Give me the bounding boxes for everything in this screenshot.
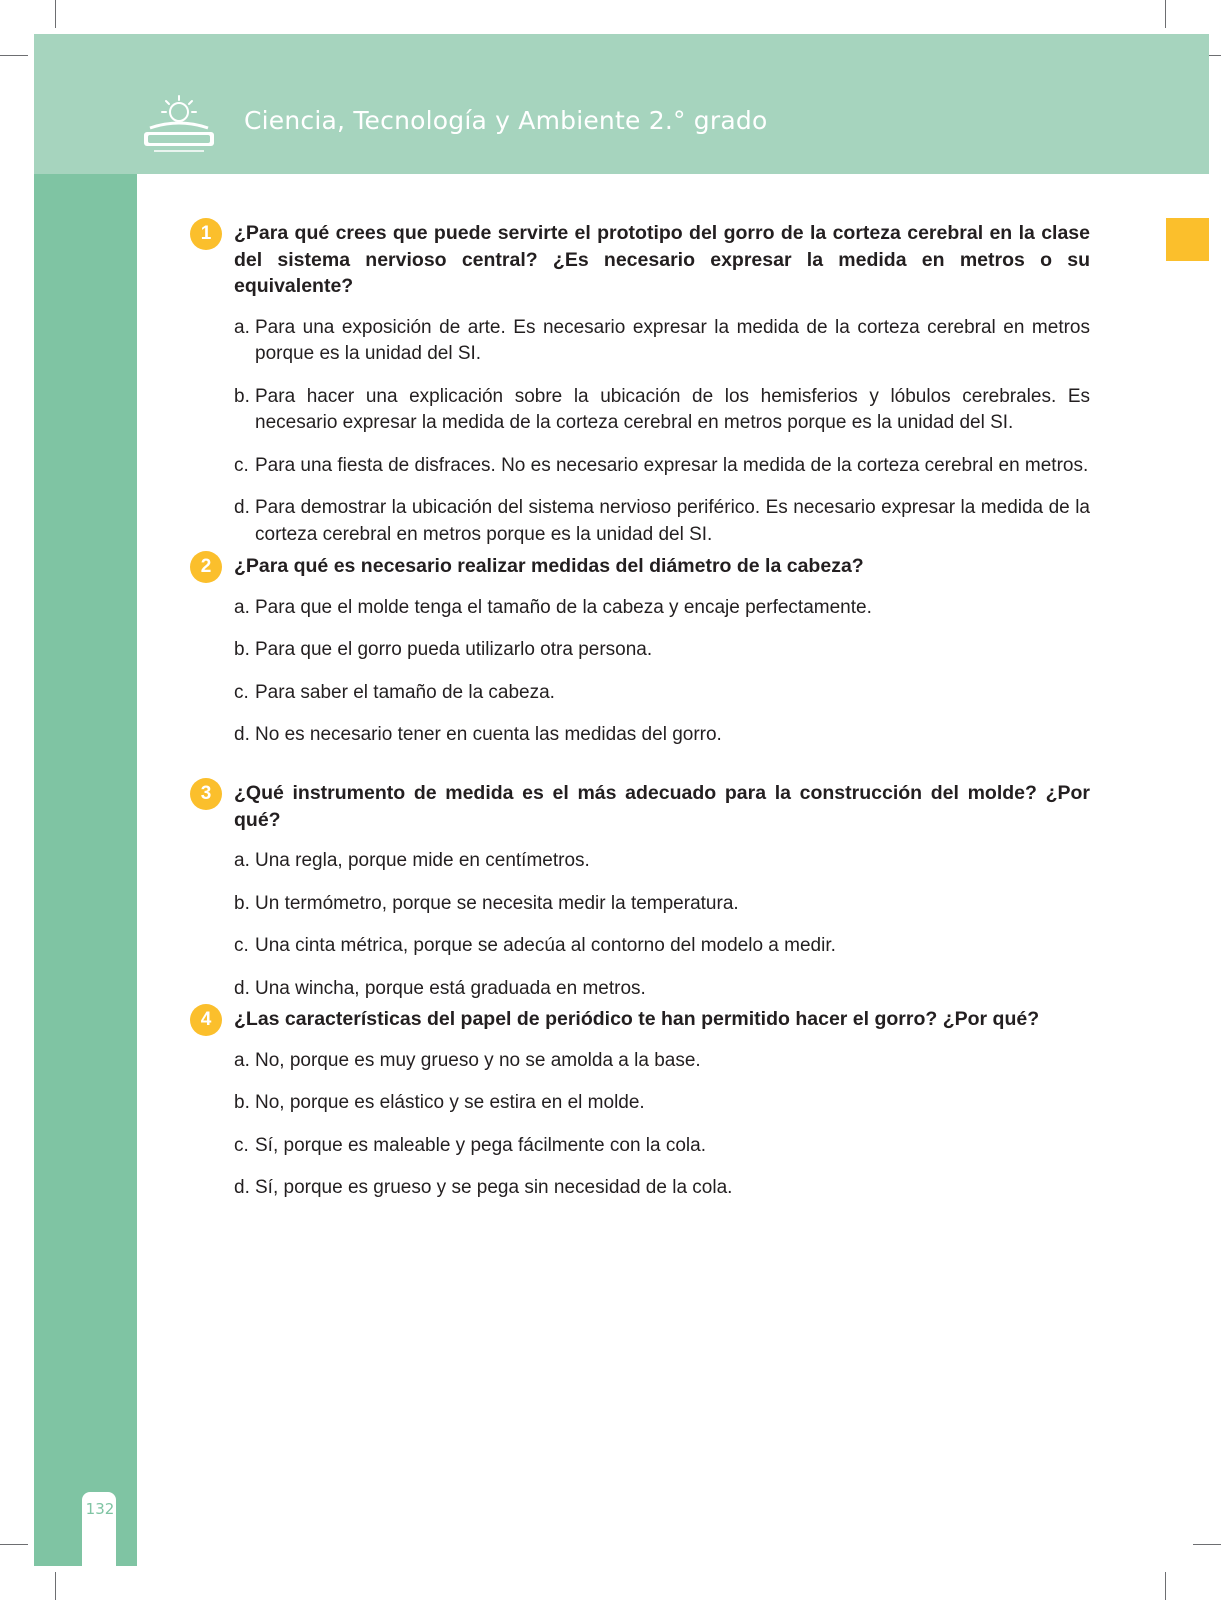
option-letter: b. <box>234 1092 250 1113</box>
question-text: ¿Para qué es necesario realizar medidas del diámetro de la cabeza? <box>234 555 864 577</box>
option-letter: a. <box>234 1049 250 1071</box>
crop-mark <box>55 0 56 28</box>
crop-mark <box>1165 0 1166 28</box>
question-text: ¿Para qué crees que puede servirte el prototipo del gorro de la corteza cerebral en la clase del sistema nervioso central? ¿Es necesario expresar la medida en metros o su equivalente? <box>234 222 1090 297</box>
question-number-badge: 3 <box>190 778 222 810</box>
question-2 <box>190 551 1090 765</box>
option-item[interactable] <box>234 384 1090 437</box>
option-item[interactable] <box>234 722 1090 749</box>
question-3 <box>190 778 1090 1018</box>
question-number-badge: 4 <box>190 1004 222 1036</box>
crop-mark <box>0 1544 28 1545</box>
option-item[interactable] <box>234 1048 1090 1075</box>
option-letter: c. <box>234 681 249 703</box>
question-1 <box>190 218 1090 564</box>
option-list <box>234 848 1090 1002</box>
option-letter: b. <box>234 385 250 407</box>
option-item[interactable] <box>234 1133 1090 1160</box>
option-text: No es necesario tener en cuenta las medidas del gorro. <box>255 724 722 745</box>
option-letter: a. <box>234 596 250 618</box>
question-text: ¿Qué instrumento de medida es el más adecuado para la construcción del molde? ¿Por qué? <box>234 782 1090 831</box>
option-list <box>234 595 1090 749</box>
option-item[interactable] <box>234 453 1090 480</box>
option-text: Para una fiesta de disfraces. No es necesario expresar la medida de la corteza cerebral en metros. <box>255 454 1089 476</box>
option-letter: d. <box>234 1177 250 1198</box>
option-text: Una regla, porque mide en centímetros. <box>255 850 590 871</box>
option-item[interactable] <box>234 595 1090 622</box>
option-item[interactable] <box>234 976 1090 1003</box>
option-letter: d. <box>234 977 250 999</box>
crop-mark <box>55 1572 56 1600</box>
question-number-badge: 2 <box>190 551 222 583</box>
option-text: Una cinta métrica, porque se adecúa al contorno del modelo a medir. <box>255 935 836 956</box>
option-item[interactable] <box>234 1175 1090 1202</box>
question-4 <box>190 1004 1090 1218</box>
side-band <box>34 174 137 1566</box>
option-item[interactable] <box>234 680 1090 707</box>
option-item[interactable] <box>234 637 1090 664</box>
option-list <box>234 315 1090 549</box>
question-number-badge: 1 <box>190 218 222 250</box>
option-item[interactable] <box>234 1090 1090 1117</box>
crop-mark <box>1165 1572 1166 1600</box>
option-letter: a. <box>234 850 250 871</box>
option-item[interactable] <box>234 495 1090 548</box>
crop-mark <box>0 55 28 56</box>
option-text: Para que el gorro pueda utilizarlo otra persona. <box>255 639 653 660</box>
option-letter: c. <box>234 454 249 476</box>
option-letter: a. <box>234 316 250 338</box>
option-text: Para hacer una explicación sobre la ubicación de los hemisferios y lóbulos cerebrales. Es necesario expresar la medida de la corteza cerebral en metros porque es la unidad del SI. <box>255 385 1090 433</box>
option-text: Un termómetro, porque se necesita medir la temperatura. <box>255 892 739 914</box>
option-letter: c. <box>234 935 249 956</box>
option-text: Una wincha, porque está graduada en metros. <box>255 977 646 999</box>
section-tab-marker <box>1166 218 1209 261</box>
option-text: Para demostrar la ubicación del sistema nervioso periférico. Es necesario expresar la medida de la corteza cerebral en metros porque es la unidad del SI. <box>255 497 1090 545</box>
crop-mark <box>1193 1544 1221 1545</box>
page-number: 132 <box>85 1500 115 1518</box>
option-text: Sí, porque es maleable y pega fácilmente con la cola. <box>255 1134 706 1156</box>
option-text: Para saber el tamaño de la cabeza. <box>255 681 555 703</box>
option-text: Para que el molde tenga el tamaño de la cabeza y encaje perfectamente. <box>255 596 872 618</box>
question-text: ¿Las características del papel de periódico te han permitido hacer el gorro? ¿Por qué? <box>234 1008 1040 1030</box>
option-text: Sí, porque es grueso y se pega sin necesidad de la cola. <box>255 1177 733 1198</box>
option-list <box>234 1048 1090 1202</box>
option-item[interactable] <box>234 933 1090 960</box>
option-text: No, porque es muy grueso y no se amolda a la base. <box>255 1049 701 1071</box>
jornada-escolar-completa-logo <box>140 94 218 156</box>
option-letter: b. <box>234 892 250 914</box>
header-title: Ciencia, Tecnología y Ambiente 2.° grado <box>244 106 768 135</box>
option-item[interactable] <box>234 315 1090 368</box>
option-item[interactable] <box>234 848 1090 875</box>
option-letter: c. <box>234 1134 249 1156</box>
option-letter: d. <box>234 497 250 518</box>
option-text: No, porque es elástico y se estira en el molde. <box>255 1092 645 1113</box>
option-letter: b. <box>234 639 250 660</box>
option-text: Para una exposición de arte. Es necesario expresar la medida de la corteza cerebral en metros porque es la unidad del SI. <box>255 316 1090 364</box>
option-letter: d. <box>234 724 250 745</box>
option-item[interactable] <box>234 891 1090 918</box>
